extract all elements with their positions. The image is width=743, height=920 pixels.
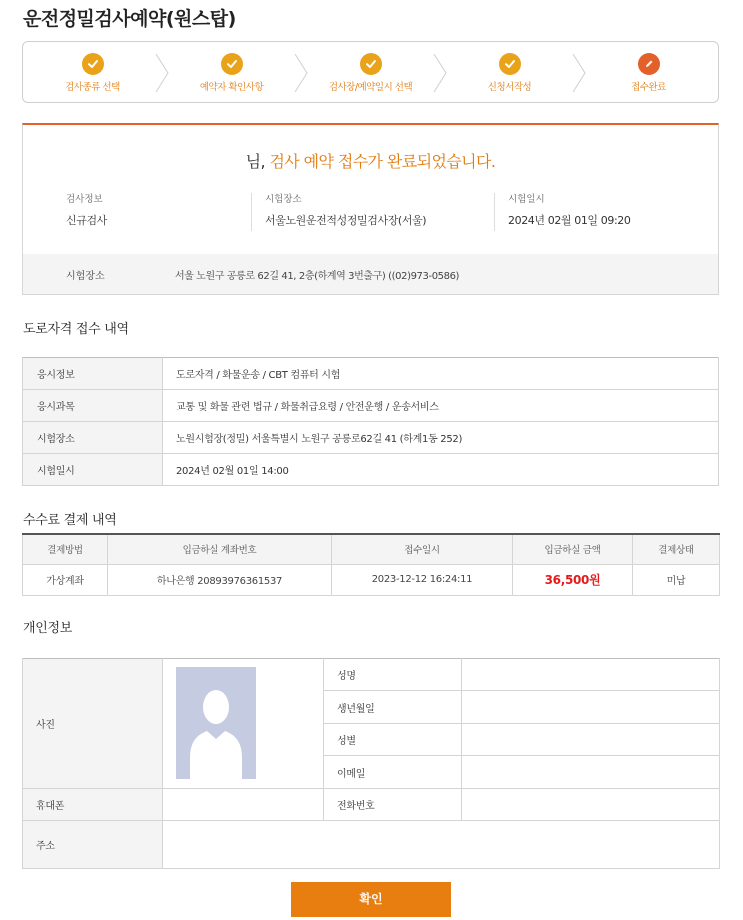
payment-table (22, 533, 720, 596)
step-1 (23, 42, 162, 102)
step-label: 신청서작성 (487, 82, 532, 93)
page-title: 운전정밀검사예약(원스탑) (23, 8, 236, 30)
header-cell: 입금하실 계좌번호 (108, 534, 332, 564)
exam-center-label: 시험장소 (265, 194, 302, 205)
step-label: 검사종류 선택 (65, 82, 120, 93)
personal-info-table (22, 658, 720, 869)
person-silhouette-icon (176, 667, 256, 779)
account-number: 하나은행 20893976361537 (108, 564, 332, 595)
row-value: 노원시험장(정밀) 서울특별시 노원구 공릉로62길 41 (하계1동 252) (163, 422, 719, 454)
row-label: 응시정보 (23, 358, 163, 390)
row-label: 시험일시 (23, 454, 163, 486)
completion-info-row (23, 193, 718, 231)
step-3 (301, 42, 440, 102)
step-5 (579, 42, 718, 102)
header-cell: 결제상태 (633, 534, 720, 564)
chevron-right-icon (294, 54, 308, 92)
exam-datetime-value: 2024년 02월 01일 09:20 (508, 214, 631, 227)
exam-info (66, 193, 107, 231)
email-value (462, 756, 720, 789)
step-2 (162, 42, 301, 102)
address-label: 주소 (23, 821, 163, 869)
payment-method: 가상계좌 (23, 564, 108, 595)
header-cell: 접수일시 (332, 534, 513, 564)
row-value: 교통 및 화물 관련 법규 / 화물취급요령 / 안전운행 / 운송서비스 (163, 390, 719, 422)
confirm-button[interactable]: 확인 (291, 882, 451, 917)
table-row (23, 358, 719, 390)
mobile-value (163, 789, 324, 821)
exam-datetime (494, 193, 630, 231)
phone-label: 전화번호 (324, 789, 462, 821)
gender-label: 성별 (324, 724, 462, 756)
exam-center (251, 193, 426, 231)
completion-prefix: 님, (245, 152, 270, 171)
payment-status: 미납 (633, 564, 720, 595)
photo-cell (163, 659, 324, 789)
chevron-right-icon (433, 54, 447, 92)
table-row (23, 659, 720, 691)
table-row (23, 454, 719, 486)
row-value: 도로자격 / 화물운송 / CBT 컴퓨터 시험 (163, 358, 719, 390)
payment-amount: 36,500원 (513, 564, 633, 595)
table-row (23, 390, 719, 422)
completion-message (23, 149, 718, 172)
exam-center-value: 서울노원운전적성정밀검사장(서울) (265, 214, 427, 227)
completion-box (22, 123, 719, 295)
table-row (23, 564, 720, 595)
table-row (23, 422, 719, 454)
exam-place-bar (23, 254, 718, 294)
step-4 (440, 42, 579, 102)
gender-value (462, 724, 720, 756)
exam-info-value: 신규검사 (66, 214, 107, 227)
road-application-table (22, 357, 719, 486)
received-datetime: 2023-12-12 16:24:11 (332, 564, 513, 595)
step-label: 접수완료 (631, 82, 666, 93)
payment-section-title: 수수료 결제 내역 (23, 513, 117, 528)
table-row (23, 789, 720, 821)
mobile-label: 휴대폰 (23, 789, 163, 821)
exam-datetime-label: 시험일시 (508, 194, 545, 205)
row-label: 시험장소 (23, 422, 163, 454)
exam-info-label: 검사정보 (66, 194, 103, 205)
personal-section-title: 개인정보 (23, 621, 73, 636)
check-icon (82, 53, 104, 75)
email-label: 이메일 (324, 756, 462, 789)
address-value (163, 821, 720, 869)
pencil-icon (638, 53, 660, 75)
phone-value (462, 789, 720, 821)
step-label: 검사장/예약일시 선택 (328, 82, 413, 93)
step-progress (22, 41, 719, 103)
check-icon (499, 53, 521, 75)
avatar (176, 667, 256, 779)
header-cell: 입금하실 금액 (513, 534, 633, 564)
table-row (23, 821, 720, 869)
check-icon (221, 53, 243, 75)
header-cell: 결제방법 (23, 534, 108, 564)
name-value (462, 659, 720, 691)
road-section-title: 도로자격 접수 내역 (23, 322, 129, 337)
birth-value (462, 691, 720, 724)
step-label: 예약자 확인사항 (199, 82, 264, 93)
exam-place-label: 시험장소 (66, 271, 105, 282)
chevron-right-icon (572, 54, 586, 92)
row-label: 응시과목 (23, 390, 163, 422)
birth-label: 생년월일 (324, 691, 462, 724)
name-label: 성명 (324, 659, 462, 691)
photo-label: 사진 (23, 659, 163, 789)
completion-highlight: 검사 예약 접수가 완료되었습니다. (269, 152, 496, 171)
check-icon (360, 53, 382, 75)
row-value: 2024년 02월 01일 14:00 (163, 454, 719, 486)
chevron-right-icon (155, 54, 169, 92)
exam-place-value: 서울 노원구 공릉로 62길 41, 2층(하계역 3번출구) ((02)973-0586) (175, 271, 460, 282)
table-header-row (23, 534, 720, 564)
